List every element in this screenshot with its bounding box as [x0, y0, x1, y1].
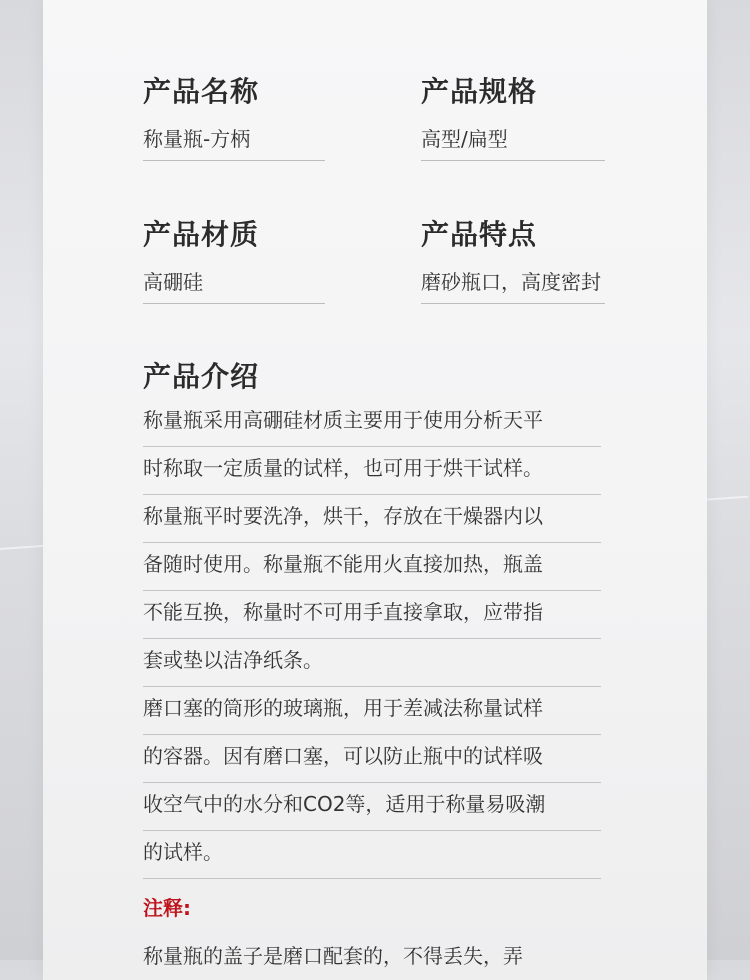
intro-line: 套或垫以洁净纸条。 — [143, 640, 601, 687]
spec-value-features: 磨砂瓶口，高度密封 — [421, 266, 605, 304]
spec-heading-size: 产品规格 — [421, 75, 538, 108]
note-title: 注释: — [143, 896, 191, 920]
intro-line: 时称取一定质量的试样，也可用于烘干试样。 — [143, 448, 601, 495]
intro-line: 磨口塞的筒形的玻璃瓶，用于差减法称量试样 — [143, 688, 601, 735]
intro-line: 收空气中的水分和CO2等，适用于称量易吸潮 — [143, 784, 601, 831]
intro-heading: 产品介绍 — [143, 360, 260, 393]
intro-line: 备随时使用。称量瓶不能用火直接加热，瓶盖 — [143, 544, 601, 591]
spec-heading-material: 产品材质 — [143, 218, 260, 251]
spec-value-material: 高硼硅 — [143, 266, 325, 304]
intro-line: 不能互换，称量时不可用手直接拿取，应带指 — [143, 592, 601, 639]
spec-heading-name: 产品名称 — [143, 75, 260, 108]
spec-value-name: 称量瓶-方柄 — [143, 123, 325, 161]
intro-line: 的试样。 — [143, 832, 601, 879]
spec-heading-features: 产品特点 — [421, 218, 538, 251]
intro-line: 称量瓶采用高硼硅材质主要用于使用分析天平 — [143, 400, 601, 447]
intro-line: 的容器。因有磨口塞，可以防止瓶中的试样吸 — [143, 736, 601, 783]
note-text: 称量瓶的盖子是磨口配套的，不得丢失，弄 — [143, 944, 523, 968]
spec-value-size: 高型/扁型 — [421, 123, 605, 161]
intro-line: 称量瓶平时要洗净，烘干，存放在干燥器内以 — [143, 496, 601, 543]
